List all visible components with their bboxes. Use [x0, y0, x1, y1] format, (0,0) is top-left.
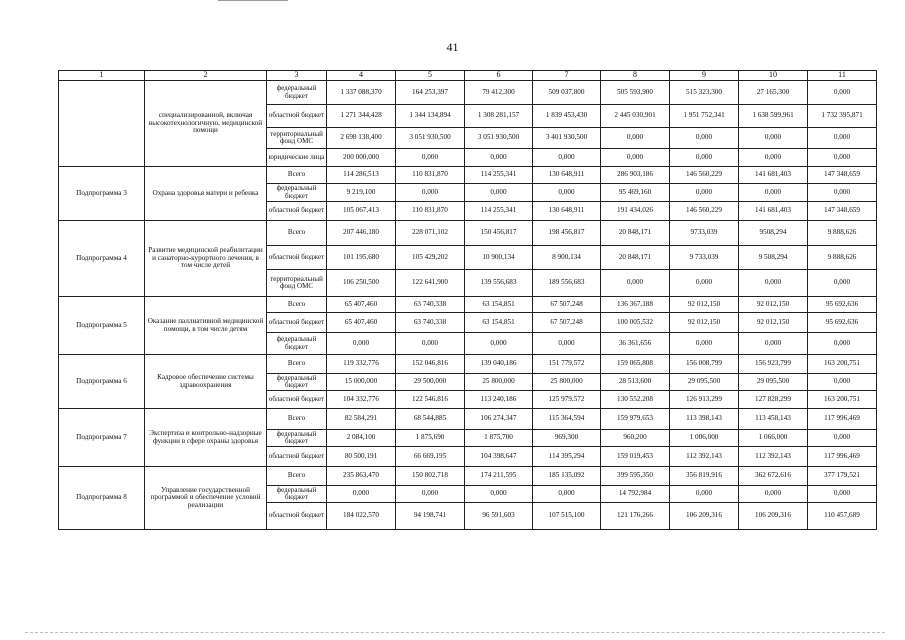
- value-cell: 65 407,460: [327, 313, 396, 333]
- value-cell: 25 800,000: [465, 374, 533, 391]
- value-cell: 185 135,092: [533, 467, 601, 486]
- value-cell: 1 344 134,894: [396, 105, 465, 128]
- value-cell: 110 831,870: [396, 167, 465, 184]
- funding-source-cell: Всего: [267, 167, 327, 184]
- value-cell: 63 154,851: [465, 313, 533, 333]
- value-cell: 121 176,266: [601, 503, 670, 530]
- value-cell: 235 863,470: [327, 467, 396, 486]
- program-cell: Подпрограмма 3: [59, 167, 145, 221]
- value-cell: 362 672,616: [739, 467, 808, 486]
- value-cell: 9 219,100: [327, 184, 396, 202]
- value-cell: 0,000: [533, 486, 601, 503]
- value-cell: 174 211,595: [465, 467, 533, 486]
- value-cell: 0,000: [670, 184, 739, 202]
- value-cell: 0,000: [327, 333, 396, 355]
- header-cell: 1: [59, 71, 145, 81]
- value-cell: 156 008,799: [670, 355, 739, 374]
- value-cell: 114 286,513: [327, 167, 396, 184]
- value-cell: 95 469,160: [601, 184, 670, 202]
- value-cell: 0,000: [465, 333, 533, 355]
- value-cell: 114 395,294: [533, 447, 601, 467]
- value-cell: 0,000: [327, 486, 396, 503]
- funding-source-cell: Всего: [267, 355, 327, 374]
- program-name-cell: Управление государственной программой и обеспечение условий реализации: [145, 467, 267, 530]
- value-cell: 125 979,572: [533, 391, 601, 409]
- value-cell: 113 398,143: [670, 409, 739, 430]
- value-cell: 0,000: [465, 149, 533, 167]
- value-cell: 377 179,521: [808, 467, 877, 486]
- value-cell: 9 888,626: [808, 246, 877, 270]
- value-cell: 106 250,500: [327, 270, 396, 297]
- funding-source-cell: территориальный фонд ОМС: [267, 128, 327, 149]
- bottom-dotted-line: [25, 632, 885, 633]
- value-cell: 0,000: [808, 270, 877, 297]
- value-cell: 147 348,659: [808, 202, 877, 221]
- value-cell: 28 513,600: [601, 374, 670, 391]
- table-body: [59, 81, 877, 530]
- program-cell: [59, 81, 145, 167]
- value-cell: 515 323,300: [670, 81, 739, 105]
- value-cell: 113 458,143: [739, 409, 808, 430]
- value-cell: 127 828,299: [739, 391, 808, 409]
- value-cell: 1 638 599,961: [739, 105, 808, 128]
- value-cell: 107 515,100: [533, 503, 601, 530]
- value-cell: 0,000: [465, 486, 533, 503]
- value-cell: 0,000: [808, 374, 877, 391]
- value-cell: 0,000: [533, 333, 601, 355]
- value-cell: 150 802,718: [396, 467, 465, 486]
- value-cell: 95 692,636: [808, 297, 877, 313]
- program-cell: Подпрограмма 7: [59, 409, 145, 467]
- value-cell: 122 641,900: [396, 270, 465, 297]
- value-cell: 0,000: [601, 270, 670, 297]
- value-cell: 15 000,000: [327, 374, 396, 391]
- value-cell: 0,000: [533, 184, 601, 202]
- value-cell: 1 839 453,430: [533, 105, 601, 128]
- value-cell: 105 429,202: [396, 246, 465, 270]
- value-cell: 63 740,338: [396, 297, 465, 313]
- program-cell: Подпрограмма 6: [59, 355, 145, 409]
- funding-source-cell: федеральный бюджет: [267, 184, 327, 202]
- value-cell: 1 951 752,341: [670, 105, 739, 128]
- value-cell: 110 831,870: [396, 202, 465, 221]
- value-cell: 0,000: [396, 184, 465, 202]
- value-cell: 184 022,570: [327, 503, 396, 530]
- value-cell: 106 209,316: [739, 503, 808, 530]
- value-cell: 29 500,000: [396, 374, 465, 391]
- header-cell: 8: [601, 71, 670, 81]
- value-cell: 969,300: [533, 430, 601, 447]
- value-cell: 139 040,186: [465, 355, 533, 374]
- header-cell: 4: [327, 71, 396, 81]
- funding-source-cell: юридические лица: [267, 149, 327, 167]
- program-cell: Подпрограмма 8: [59, 467, 145, 530]
- value-cell: 27 165,300: [739, 81, 808, 105]
- value-cell: 164 253,397: [396, 81, 465, 105]
- value-cell: 29 095,500: [739, 374, 808, 391]
- value-cell: 0,000: [396, 149, 465, 167]
- value-cell: 95 692,636: [808, 313, 877, 333]
- value-cell: 0,000: [808, 333, 877, 355]
- funding-source-cell: областной бюджет: [267, 246, 327, 270]
- value-cell: 112 392,143: [670, 447, 739, 467]
- value-cell: 117 996,469: [808, 409, 877, 430]
- value-cell: 0,000: [739, 149, 808, 167]
- funding-source-cell: федеральный бюджет: [267, 374, 327, 391]
- value-cell: 0,000: [465, 184, 533, 202]
- value-cell: 0,000: [670, 486, 739, 503]
- value-cell: 163 200,751: [808, 391, 877, 409]
- value-cell: 151 779,572: [533, 355, 601, 374]
- value-cell: 2 445 030,901: [601, 105, 670, 128]
- value-cell: 159 019,453: [601, 447, 670, 467]
- table-row: [59, 355, 877, 374]
- funding-source-cell: федеральный бюджет: [267, 430, 327, 447]
- value-cell: 0,000: [601, 149, 670, 167]
- value-cell: 20 848,171: [601, 221, 670, 246]
- value-cell: 20 848,171: [601, 246, 670, 270]
- value-cell: 104 398,647: [465, 447, 533, 467]
- value-cell: 130 648,911: [533, 167, 601, 184]
- funding-source-cell: Всего: [267, 221, 327, 246]
- value-cell: 3 401 930,500: [533, 128, 601, 149]
- value-cell: 112 392,143: [739, 447, 808, 467]
- value-cell: 82 584,291: [327, 409, 396, 430]
- value-cell: 163 200,751: [808, 355, 877, 374]
- value-cell: 29 095,500: [670, 374, 739, 391]
- funding-source-cell: федеральный бюджет: [267, 333, 327, 355]
- value-cell: 152 046,816: [396, 355, 465, 374]
- value-cell: 356 819,916: [670, 467, 739, 486]
- header-cell: 7: [533, 71, 601, 81]
- value-cell: 104 332,776: [327, 391, 396, 409]
- value-cell: 80 500,191: [327, 447, 396, 467]
- value-cell: 159 979,653: [601, 409, 670, 430]
- funding-source-cell: областной бюджет: [267, 391, 327, 409]
- value-cell: 106 209,316: [670, 503, 739, 530]
- value-cell: 505 593,900: [601, 81, 670, 105]
- value-cell: 3 051 930,500: [465, 128, 533, 149]
- value-cell: 9 733,039: [670, 246, 739, 270]
- value-cell: 110 457,689: [808, 503, 877, 530]
- value-cell: 1 271 344,428: [327, 105, 396, 128]
- table-row: [59, 297, 877, 313]
- value-cell: 0,000: [396, 486, 465, 503]
- table-row: [59, 409, 877, 430]
- value-cell: 36 361,656: [601, 333, 670, 355]
- value-cell: 0,000: [601, 128, 670, 149]
- page-number: 41: [446, 40, 459, 54]
- table-row: [59, 221, 877, 246]
- header-cell: 6: [465, 71, 533, 81]
- funding-source-cell: федеральный бюджет: [267, 486, 327, 503]
- value-cell: 146 560,229: [670, 167, 739, 184]
- value-cell: 9733,039: [670, 221, 739, 246]
- header-cell: 11: [808, 71, 877, 81]
- funding-source-cell: территориальный фонд ОМС: [267, 270, 327, 297]
- value-cell: 8 900,134: [533, 246, 601, 270]
- value-cell: 0,000: [808, 149, 877, 167]
- value-cell: 136 367,188: [601, 297, 670, 313]
- value-cell: 67 507,248: [533, 313, 601, 333]
- value-cell: 10 900,134: [465, 246, 533, 270]
- table-row: [59, 81, 877, 105]
- value-cell: 0,000: [739, 333, 808, 355]
- value-cell: 1 308 281,157: [465, 105, 533, 128]
- funding-source-cell: федеральный бюджет: [267, 81, 327, 105]
- funding-source-cell: областной бюджет: [267, 503, 327, 530]
- program-name-cell: Охрана здоровья матери и ребенка: [145, 167, 267, 221]
- value-cell: 0,000: [808, 81, 877, 105]
- value-cell: 3 051 930,500: [396, 128, 465, 149]
- value-cell: 100 005,532: [601, 313, 670, 333]
- value-cell: 0,000: [670, 149, 739, 167]
- program-name-cell: специализированной, включая высокотехнологичную, медицинской помощи: [145, 81, 267, 167]
- value-cell: 1 875,690: [396, 430, 465, 447]
- value-cell: 113 240,186: [465, 391, 533, 409]
- program-cell: Подпрограмма 5: [59, 297, 145, 355]
- value-cell: 119 332,776: [327, 355, 396, 374]
- value-cell: 1 006,000: [670, 430, 739, 447]
- program-cell: Подпрограмма 4: [59, 221, 145, 297]
- value-cell: 200 000,000: [327, 149, 396, 167]
- budget-table: [58, 70, 877, 530]
- value-cell: 509 037,800: [533, 81, 601, 105]
- value-cell: 67 507,248: [533, 297, 601, 313]
- value-cell: 0,000: [670, 128, 739, 149]
- value-cell: 130 552,208: [601, 391, 670, 409]
- value-cell: 198 456,817: [533, 221, 601, 246]
- funding-source-cell: областной бюджет: [267, 313, 327, 333]
- value-cell: 0,000: [739, 184, 808, 202]
- value-cell: 189 556,683: [533, 270, 601, 297]
- header-cell: 9: [670, 71, 739, 81]
- value-cell: 156 923,799: [739, 355, 808, 374]
- value-cell: 146 560,229: [670, 202, 739, 221]
- program-name-cell: Развитие медицинской реабилитации и санаторно-курортного лечения, в том числе детей: [145, 221, 267, 297]
- header-cell: 5: [396, 71, 465, 81]
- value-cell: 122 546,816: [396, 391, 465, 409]
- funding-source-cell: областной бюджет: [267, 105, 327, 128]
- funding-source-cell: Всего: [267, 467, 327, 486]
- value-cell: 65 407,460: [327, 297, 396, 313]
- value-cell: 399 595,350: [601, 467, 670, 486]
- value-cell: 63 740,338: [396, 313, 465, 333]
- value-cell: 9 888,626: [808, 221, 877, 246]
- value-cell: 1 732 395,871: [808, 105, 877, 128]
- top-rule: [218, 0, 288, 1]
- value-cell: 114 255,341: [465, 167, 533, 184]
- value-cell: 0,000: [739, 486, 808, 503]
- value-cell: 139 556,683: [465, 270, 533, 297]
- value-cell: 68 544,885: [396, 409, 465, 430]
- value-cell: 115 364,594: [533, 409, 601, 430]
- value-cell: 0,000: [808, 430, 877, 447]
- value-cell: 101 195,680: [327, 246, 396, 270]
- value-cell: 9508,294: [739, 221, 808, 246]
- value-cell: 0,000: [670, 270, 739, 297]
- value-cell: 1 337 088,370: [327, 81, 396, 105]
- value-cell: 2 698 138,400: [327, 128, 396, 149]
- value-cell: 960,200: [601, 430, 670, 447]
- value-cell: 1 066,000: [739, 430, 808, 447]
- value-cell: 0,000: [670, 333, 739, 355]
- value-cell: 14 792,984: [601, 486, 670, 503]
- header-row: [59, 71, 877, 81]
- value-cell: 106 274,347: [465, 409, 533, 430]
- value-cell: 117 996,469: [808, 447, 877, 467]
- value-cell: 63 154,851: [465, 297, 533, 313]
- value-cell: 126 913,299: [670, 391, 739, 409]
- value-cell: 191 434,026: [601, 202, 670, 221]
- program-name-cell: Экспертиза и контрольно-надзорные функции в сфере охраны здоровья: [145, 409, 267, 467]
- value-cell: 92 012,150: [670, 313, 739, 333]
- value-cell: 94 198,741: [396, 503, 465, 530]
- value-cell: 207 446,180: [327, 221, 396, 246]
- value-cell: 9 508,294: [739, 246, 808, 270]
- value-cell: 92 012,150: [670, 297, 739, 313]
- value-cell: 141 681,403: [739, 167, 808, 184]
- funding-source-cell: областной бюджет: [267, 202, 327, 221]
- value-cell: 147 348,659: [808, 167, 877, 184]
- value-cell: 66 669,195: [396, 447, 465, 467]
- value-cell: 159 065,808: [601, 355, 670, 374]
- value-cell: 130 648,911: [533, 202, 601, 221]
- value-cell: 1 875,700: [465, 430, 533, 447]
- funding-source-cell: Всего: [267, 409, 327, 430]
- value-cell: 25 800,000: [533, 374, 601, 391]
- value-cell: 0,000: [396, 333, 465, 355]
- value-cell: 92 012,150: [739, 313, 808, 333]
- table-row: [59, 167, 877, 184]
- value-cell: 114 255,341: [465, 202, 533, 221]
- value-cell: 79 412,300: [465, 81, 533, 105]
- funding-source-cell: областной бюджет: [267, 447, 327, 467]
- value-cell: 228 071,102: [396, 221, 465, 246]
- header-cell: 10: [739, 71, 808, 81]
- value-cell: 0,000: [739, 270, 808, 297]
- value-cell: 0,000: [739, 128, 808, 149]
- value-cell: 0,000: [808, 486, 877, 503]
- value-cell: 0,000: [808, 128, 877, 149]
- value-cell: 2 084,100: [327, 430, 396, 447]
- value-cell: 150 456,817: [465, 221, 533, 246]
- table-row: [59, 467, 877, 486]
- value-cell: 105 067,413: [327, 202, 396, 221]
- program-name-cell: Оказание паллиативной медицинской помощи, в том числе детям: [145, 297, 267, 355]
- value-cell: 286 903,186: [601, 167, 670, 184]
- value-cell: 96 591,603: [465, 503, 533, 530]
- funding-source-cell: Всего: [267, 297, 327, 313]
- program-name-cell: Кадровое обеспечение системы здравоохранения: [145, 355, 267, 409]
- value-cell: 0,000: [533, 149, 601, 167]
- value-cell: 92 012,150: [739, 297, 808, 313]
- header-cell: 2: [145, 71, 267, 81]
- value-cell: 0,000: [808, 184, 877, 202]
- header-cell: 3: [267, 71, 327, 81]
- value-cell: 141 681,403: [739, 202, 808, 221]
